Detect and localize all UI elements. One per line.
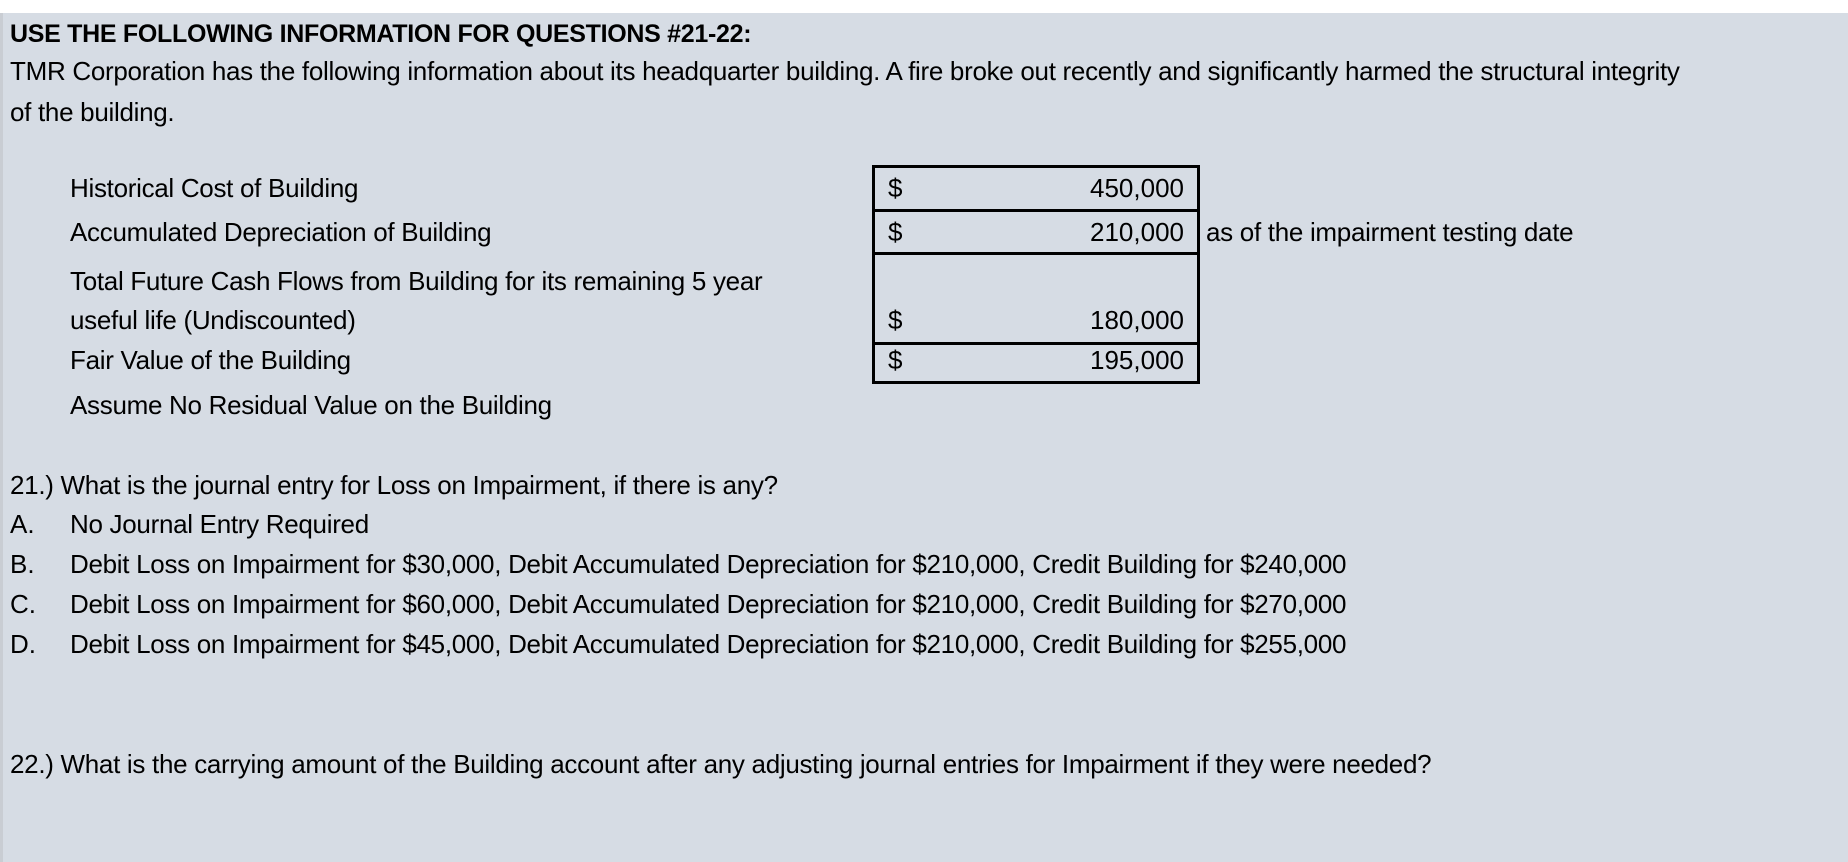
note-testing-date: as of the impairment testing date — [1206, 217, 1574, 247]
worksheet — [0, 13, 1848, 862]
option-text-b: Debit Loss on Impairment for $30,000, Debit Accumulated Depreciation for $210,000, Credit Building for $240,000 — [70, 549, 1347, 579]
option-letter-b: B. — [10, 549, 35, 579]
row-divider — [875, 209, 1197, 212]
amount-fair-value: 195,000 — [1090, 345, 1184, 375]
option-text-d: Debit Loss on Impairment for $45,000, Debit Accumulated Depreciation for $210,000, Credit Building for $255,000 — [70, 629, 1347, 659]
intro-text-line1: TMR Corporation has the following information about its headquarter building. A fire broke out recently and significantly harmed the structural integrity — [10, 56, 1680, 86]
label-historical-cost: Historical Cost of Building — [70, 173, 359, 203]
option-letter-c: C. — [10, 589, 36, 619]
currency-symbol: $ — [888, 173, 903, 203]
option-letter-a: A. — [10, 509, 35, 539]
option-text-c: Debit Loss on Impairment for $60,000, Debit Accumulated Depreciation for $210,000, Credit Building for $270,000 — [70, 589, 1347, 619]
label-future-cash-flows-line1: Total Future Cash Flows from Building for its remaining 5 year — [70, 266, 763, 296]
amount-future-cash-flows: 180,000 — [1090, 305, 1184, 335]
question-22: 22.) What is the carrying amount of the Building account after any adjusting journal entries for Impairment if they were needed? — [10, 749, 1432, 779]
amount-historical-cost: 450,000 — [1090, 173, 1184, 203]
currency-symbol: $ — [888, 345, 903, 375]
option-text-a: No Journal Entry Required — [70, 509, 369, 539]
amount-accumulated-depreciation: 210,000 — [1090, 217, 1184, 247]
question-21: 21.) What is the journal entry for Loss on Impairment, if there is any? — [10, 470, 778, 500]
label-fair-value: Fair Value of the Building — [70, 345, 351, 375]
currency-symbol: $ — [888, 217, 903, 247]
section-title: USE THE FOLLOWING INFORMATION FOR QUESTIONS #21-22: — [10, 20, 752, 48]
currency-symbol: $ — [888, 305, 903, 335]
label-accumulated-depreciation: Accumulated Depreciation of Building — [70, 217, 492, 247]
label-future-cash-flows-line2: useful life (Undiscounted) — [70, 305, 356, 335]
row-divider — [875, 252, 1197, 255]
option-letter-d: D. — [10, 629, 36, 659]
label-assumption: Assume No Residual Value on the Building — [70, 390, 552, 420]
intro-text-line2: of the building. — [10, 97, 175, 127]
